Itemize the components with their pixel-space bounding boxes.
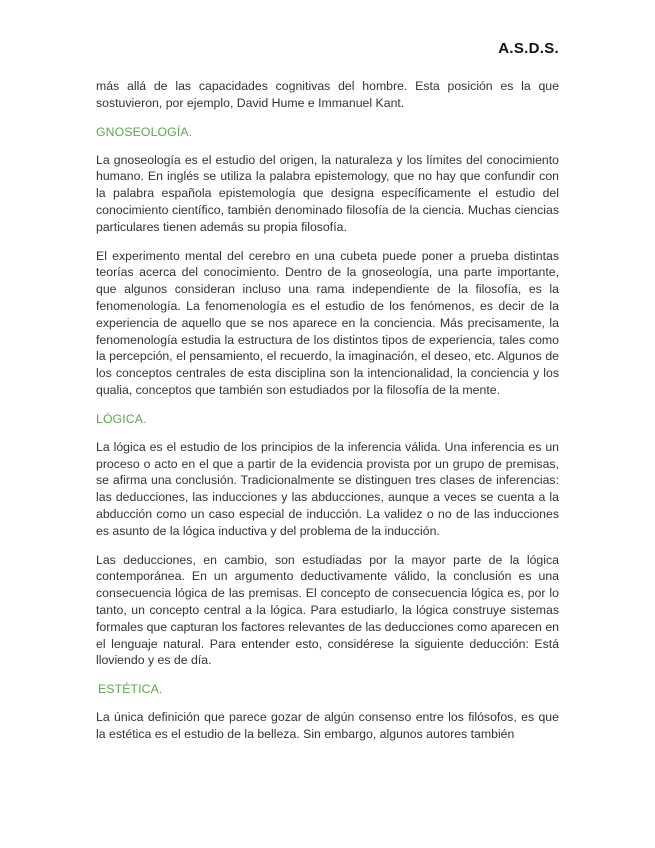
section-heading-gnoseologia: GNOSEOLOGÍA. <box>96 124 193 139</box>
paragraph-logica-2: Las deducciones, en cambio, son estudiadas por la mayor parte de la lógica contemporánea. En un argumento deductivamente válido, la conclusión es una consecuencia lógica de las premisas. El concepto de consecuencia lógica es, por lo tanto, un concepto central a la lógica. Para estudiarlo, la lógica construye sistemas formales que capturan los factores relevantes de las deducciones como aparecen en el lenguaje natural. Para entender esto, considérese la siguiente deducción: Está lloviendo y es de día. <box>96 552 559 668</box>
section-heading-estetica: ESTÉTICA. <box>98 682 163 697</box>
paragraph-logica-1: La lógica es el estudio de los principios de la inferencia válida. Una inferencia es un proceso o acto en el que a partir de la evidencia provista por un grupo de premisas, se afirma una conclusión. Tradicionalmente se distinguen tres clases de inferencias: las deducciones, las inducciones y las abducciones, aunque a veces se cuenta a la abducción como un caso especial de inducción. La validez o no de las inducciones es asunto de la lógica inductiva y del problema de la inducción. <box>96 439 559 538</box>
header-brand: A.S.D.S. <box>498 40 559 57</box>
section-heading-logica: LÓGICA. <box>96 411 147 426</box>
intro-paragraph: más allá de las capacidades cognitivas del hombre. Esta posición es la que sostuvieron, por ejemplo, David Hume e Immanuel Kant. <box>96 79 559 110</box>
document-body <box>96 78 559 755</box>
paragraph-estetica-1: La única definición que parece gozar de algún consenso entre los filósofos, es que la estética es el estudio de la belleza. Sin embargo, algunos autores también <box>96 710 559 741</box>
paragraph-gnoseologia-1: La gnoseología es el estudio del origen, la naturaleza y los límites del conocimiento humano. En inglés se utiliza la palabra epistemology, que no hay que confundir con la palabra española epistemología que designa específicamente el estudio del conocimiento científico, también denominado filosofía de la ciencia. Muchas ciencias particulares tienen además su propia filosofía. <box>96 152 559 234</box>
paragraph-gnoseologia-2: El experimento mental del cerebro en una cubeta puede poner a prueba distintas teorías acerca del conocimiento. Dentro de la gnoseología, una parte importante, que algunos consideran incluso una rama independiente de la filosofía, es la fenomenología. La fenomenología es el estudio de los fenómenos, es decir de la experiencia de aquello que se nos aparece en la conciencia. Más precisamente, la fenomenología estudia la estructura de los distintos tipos de experiencia, tales como la percepción, el pensamiento, el recuerdo, la imaginación, el deseo, etc. Algunos de los conceptos centrales de esta disciplina son la intencionalidad, la conciencia y los qualia, conceptos que también son estudiados por la filosofía de la mente. <box>96 248 559 397</box>
